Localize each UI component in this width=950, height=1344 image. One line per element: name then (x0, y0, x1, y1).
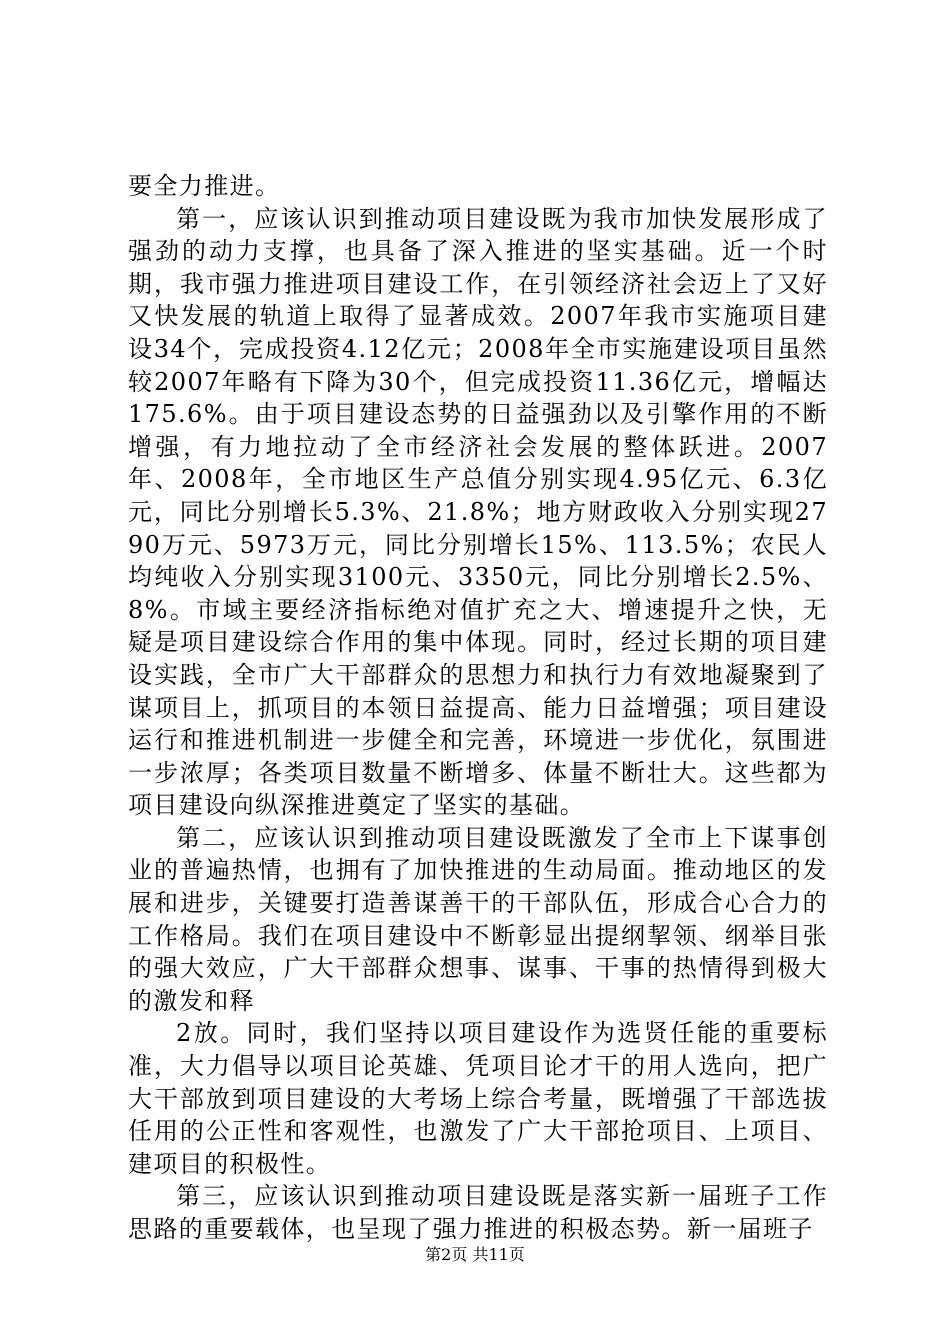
paragraph-continuation: 要全力推进。 (128, 172, 281, 200)
document-body (128, 170, 828, 1246)
paragraph-first-point: 第一，应该认识到推动项目建设既为我市加快发展形成了强劲的动力支撑，也具备了深入推进的坚实基础。近一个时期，我市强力推进项目建设工作，在引领经济社会迈上了又好又快发展的轨道上取得了显著成效。2007年我市实施项目建设34个，完成投资4.12亿元；2008年全市实施建设项目虽然较2007年略有下降为30个，但完成投资11.36亿元，增幅达175.6%。由于项目建设态势的日益强劲以及引擎作用的不断增强，有力地拉动了全市经济社会发展的整体跃进。2007年、2008年，全市地区生产总值分别实现4.95亿元、6.3亿元，同比分别增长5.3%、21.8%；地方财政收入分别实现2790万元、5973万元，同比分别增长15%、113.5%；农民人均纯收入分别实现3100元、3350元，同比分别增长2.5%、8%。市域主要经济指标绝对值扩充之大、增速提升之快，无疑是项目建设综合作用的集中体现。同时，经过长期的项目建设实践，全市广大干部群众的思想力和执行力有效地凝聚到了谋项目上，抓项目的本领日益提高、能力日益增强；项目建设运行和推进机制进一步健全和完善，环境进一步优化，氛围进一步浓厚；各类项目数量不断增多、体量不断壮大。这些都为项目建设向纵深推进奠定了坚实的基础。 (128, 204, 828, 820)
paragraph-third-point: 第三，应该认识到推动项目建设既是落实新一届班子工作思路的重要载体，也呈现了强力推进的积极态势。新一届班子 (128, 1182, 828, 1243)
page-footer (0, 1245, 950, 1265)
paragraph-second-point: 第二，应该认识到推动项目建设既激发了全市上下谋事创业的普遍热情，也拥有了加快推进的生动局面。推动地区的发展和进步，关键要打造善谋善干的干部队伍，形成合心合力的工作格局。我们在项目建设中不断彰显出提纲挈领、纲举目张的强大效应，广大干部群众想事、谋事、干事的热情得到极大的激发和释 (128, 823, 828, 1015)
paragraph-second-point-continued: 2放。同时，我们坚持以项目建设作为选贤任能的重要标准，大力倡导以项目论英雄、凭项目论才干的用人选向，把广大干部放到项目建设的大考场上综合考量，既增强了干部选拔任用的公正性和客观性，也激发了广大干部抢项目、上项目、建项目的积极性。 (128, 1019, 828, 1178)
page-number: 第2页 共11页 (425, 1245, 525, 1264)
